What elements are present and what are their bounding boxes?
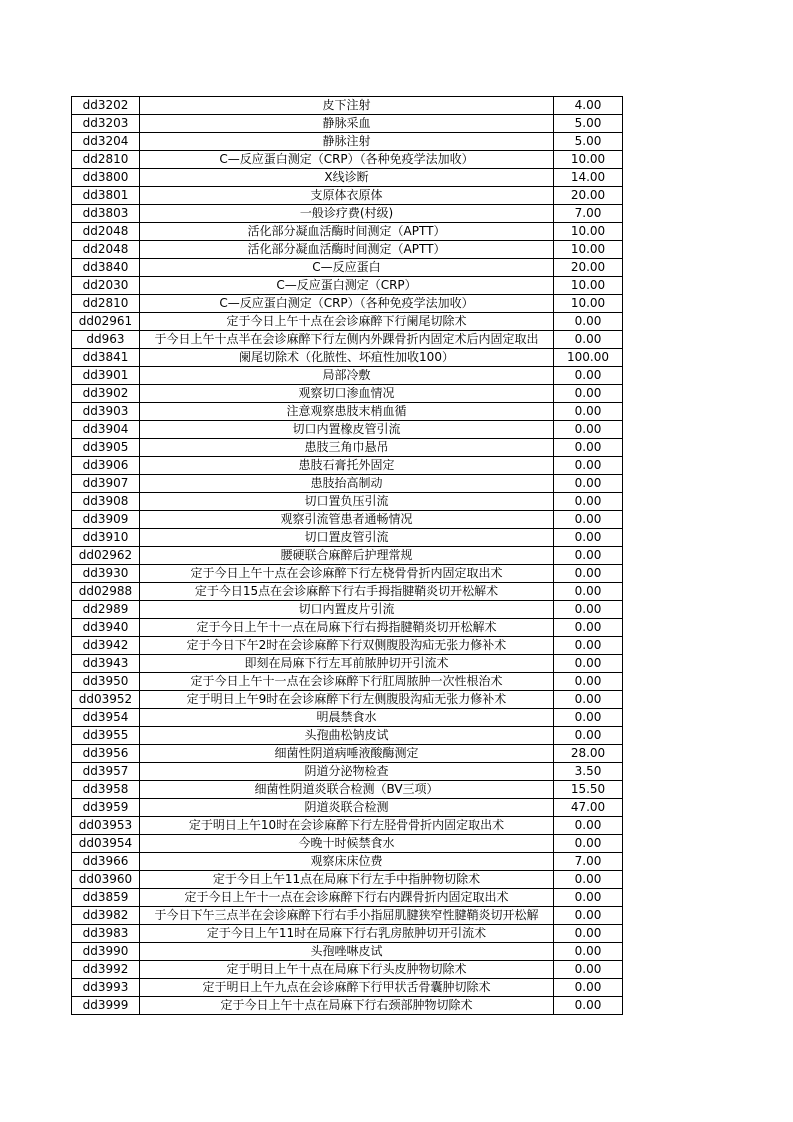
item-code-cell: dd3840 bbox=[72, 259, 140, 277]
item-code-cell: dd3930 bbox=[72, 565, 140, 583]
item-code-cell: dd03960 bbox=[72, 871, 140, 889]
item-name-cell: 定于明日上午九点在会诊麻醉下行甲状舌骨囊肿切除术 bbox=[140, 979, 554, 997]
item-price-cell: 0.00 bbox=[554, 331, 623, 349]
item-name-cell: 定于今日上午十点在会诊麻醉下行左桡骨骨折内固定取出术 bbox=[140, 565, 554, 583]
table-row bbox=[72, 403, 623, 421]
item-price-cell: 0.00 bbox=[554, 907, 623, 925]
item-name-cell: 静脉采血 bbox=[140, 115, 554, 133]
item-price-cell: 0.00 bbox=[554, 421, 623, 439]
table-row bbox=[72, 979, 623, 997]
item-name-cell: 头孢曲松钠皮试 bbox=[140, 727, 554, 745]
item-price-cell: 0.00 bbox=[554, 979, 623, 997]
item-price-cell: 0.00 bbox=[554, 655, 623, 673]
item-code-cell: dd3904 bbox=[72, 421, 140, 439]
table-row bbox=[72, 835, 623, 853]
item-name-cell: 定于今日上午11点在局麻下行左手中指肿物切除术 bbox=[140, 871, 554, 889]
table-row bbox=[72, 529, 623, 547]
item-code-cell: dd3950 bbox=[72, 673, 140, 691]
table-row bbox=[72, 709, 623, 727]
item-code-cell: dd3956 bbox=[72, 745, 140, 763]
item-name-cell: 患肢三角巾悬吊 bbox=[140, 439, 554, 457]
table-row bbox=[72, 727, 623, 745]
table-row bbox=[72, 295, 623, 313]
item-name-cell: 定于今日下午2时在会诊麻醉下行双侧腹股沟疝无张力修补术 bbox=[140, 637, 554, 655]
item-code-cell: dd3993 bbox=[72, 979, 140, 997]
item-name-cell: 支原体衣原体 bbox=[140, 187, 554, 205]
item-price-cell: 0.00 bbox=[554, 565, 623, 583]
item-code-cell: dd2989 bbox=[72, 601, 140, 619]
item-name-cell: 腰硬联合麻醉后护理常规 bbox=[140, 547, 554, 565]
item-price-cell: 0.00 bbox=[554, 529, 623, 547]
item-code-cell: dd2030 bbox=[72, 277, 140, 295]
table-row bbox=[72, 655, 623, 673]
item-name-cell: 切口置负压引流 bbox=[140, 493, 554, 511]
item-name-cell: 观察切口渗血情况 bbox=[140, 385, 554, 403]
item-price-cell: 10.00 bbox=[554, 277, 623, 295]
item-code-cell: dd3982 bbox=[72, 907, 140, 925]
item-name-cell: C—反应蛋白 bbox=[140, 259, 554, 277]
item-code-cell: dd3990 bbox=[72, 943, 140, 961]
item-name-cell: 细菌性阴道炎联合检测（BV三项） bbox=[140, 781, 554, 799]
item-code-cell: dd3955 bbox=[72, 727, 140, 745]
item-code-cell: dd3902 bbox=[72, 385, 140, 403]
item-price-cell: 0.00 bbox=[554, 943, 623, 961]
item-price-cell: 0.00 bbox=[554, 493, 623, 511]
item-price-cell: 7.00 bbox=[554, 205, 623, 223]
item-name-cell: 患肢石膏托外固定 bbox=[140, 457, 554, 475]
item-price-cell: 28.00 bbox=[554, 745, 623, 763]
item-name-cell: 定于明日上午十点在局麻下行头皮肿物切除术 bbox=[140, 961, 554, 979]
item-name-cell: 静脉注射 bbox=[140, 133, 554, 151]
table-row bbox=[72, 457, 623, 475]
table-row bbox=[72, 907, 623, 925]
item-price-cell: 0.00 bbox=[554, 547, 623, 565]
table-row bbox=[72, 115, 623, 133]
item-price-cell: 5.00 bbox=[554, 115, 623, 133]
table-row bbox=[72, 133, 623, 151]
item-code-cell: dd3903 bbox=[72, 403, 140, 421]
item-name-cell: 细菌性阴道病唾液酸酶测定 bbox=[140, 745, 554, 763]
item-name-cell: 局部冷敷 bbox=[140, 367, 554, 385]
table-row bbox=[72, 349, 623, 367]
item-price-cell: 3.50 bbox=[554, 763, 623, 781]
item-price-cell: 100.00 bbox=[554, 349, 623, 367]
item-code-cell: dd3954 bbox=[72, 709, 140, 727]
item-code-cell: dd3992 bbox=[72, 961, 140, 979]
item-code-cell: dd02961 bbox=[72, 313, 140, 331]
item-name-cell: 活化部分凝血活酶时间测定（APTT） bbox=[140, 241, 554, 259]
item-code-cell: dd3958 bbox=[72, 781, 140, 799]
item-name-cell: 切口内置皮片引流 bbox=[140, 601, 554, 619]
table-row bbox=[72, 565, 623, 583]
table-row bbox=[72, 493, 623, 511]
item-price-cell: 10.00 bbox=[554, 151, 623, 169]
item-name-cell: 阑尾切除术（化脓性、坏疽性加收100） bbox=[140, 349, 554, 367]
table-row bbox=[72, 241, 623, 259]
item-name-cell: 定于今日上午十一点在局麻下行右拇指腱鞘炎切开松解术 bbox=[140, 619, 554, 637]
item-code-cell: dd3908 bbox=[72, 493, 140, 511]
item-name-cell: 活化部分凝血活酶时间测定（APTT） bbox=[140, 223, 554, 241]
item-code-cell: dd3959 bbox=[72, 799, 140, 817]
item-price-cell: 47.00 bbox=[554, 799, 623, 817]
table-row bbox=[72, 187, 623, 205]
table-row bbox=[72, 223, 623, 241]
table-row bbox=[72, 637, 623, 655]
item-price-cell: 0.00 bbox=[554, 385, 623, 403]
table-row bbox=[72, 799, 623, 817]
item-code-cell: dd3910 bbox=[72, 529, 140, 547]
table-row bbox=[72, 889, 623, 907]
item-code-cell: dd3999 bbox=[72, 997, 140, 1015]
item-name-cell: 患肢抬高制动 bbox=[140, 475, 554, 493]
item-price-cell: 0.00 bbox=[554, 727, 623, 745]
item-name-cell: 观察引流管患者通畅情况 bbox=[140, 511, 554, 529]
item-code-cell: dd03952 bbox=[72, 691, 140, 709]
item-code-cell: dd3905 bbox=[72, 439, 140, 457]
table-row bbox=[72, 331, 623, 349]
table-row bbox=[72, 313, 623, 331]
table-row bbox=[72, 817, 623, 835]
item-price-cell: 0.00 bbox=[554, 673, 623, 691]
item-code-cell: dd3803 bbox=[72, 205, 140, 223]
item-price-cell: 20.00 bbox=[554, 187, 623, 205]
item-price-cell: 0.00 bbox=[554, 889, 623, 907]
item-name-cell: 即刻在局麻下行左耳前脓肿切开引流术 bbox=[140, 655, 554, 673]
item-code-cell: dd2048 bbox=[72, 241, 140, 259]
item-name-cell: 头孢唑啉皮试 bbox=[140, 943, 554, 961]
item-price-cell: 20.00 bbox=[554, 259, 623, 277]
item-name-cell: 注意观察患肢末梢血循 bbox=[140, 403, 554, 421]
table-row bbox=[72, 619, 623, 637]
table-row bbox=[72, 97, 623, 115]
item-name-cell: 明晨禁食水 bbox=[140, 709, 554, 727]
item-name-cell: 阴道炎联合检测 bbox=[140, 799, 554, 817]
item-price-cell: 0.00 bbox=[554, 313, 623, 331]
table-row bbox=[72, 205, 623, 223]
item-price-cell: 4.00 bbox=[554, 97, 623, 115]
table-row bbox=[72, 169, 623, 187]
table-row bbox=[72, 475, 623, 493]
item-price-cell: 0.00 bbox=[554, 835, 623, 853]
item-name-cell: 定于今日上午十点在会诊麻醉下行阑尾切除术 bbox=[140, 313, 554, 331]
item-price-cell: 14.00 bbox=[554, 169, 623, 187]
table-row bbox=[72, 745, 623, 763]
item-code-cell: dd2810 bbox=[72, 151, 140, 169]
item-name-cell: 于今日上午十点半在会诊麻醉下行左侧内外踝骨折内固定术后内固定取出 bbox=[140, 331, 554, 349]
item-price-cell: 0.00 bbox=[554, 475, 623, 493]
item-price-cell: 0.00 bbox=[554, 457, 623, 475]
table-row bbox=[72, 511, 623, 529]
fee-table bbox=[71, 96, 623, 1015]
item-name-cell: 观察床床位费 bbox=[140, 853, 554, 871]
item-name-cell: 皮下注射 bbox=[140, 97, 554, 115]
item-name-cell: C—反应蛋白测定（CRP）（各种免疫学法加收） bbox=[140, 151, 554, 169]
item-code-cell: dd3943 bbox=[72, 655, 140, 673]
table-row bbox=[72, 691, 623, 709]
fee-table-body bbox=[72, 97, 623, 1015]
item-price-cell: 10.00 bbox=[554, 223, 623, 241]
item-price-cell: 0.00 bbox=[554, 637, 623, 655]
item-code-cell: dd2048 bbox=[72, 223, 140, 241]
table-row bbox=[72, 601, 623, 619]
table-row bbox=[72, 583, 623, 601]
item-code-cell: dd02988 bbox=[72, 583, 140, 601]
item-price-cell: 0.00 bbox=[554, 619, 623, 637]
item-price-cell: 0.00 bbox=[554, 997, 623, 1015]
item-code-cell: dd3204 bbox=[72, 133, 140, 151]
item-name-cell: 定于今日上午11时在局麻下行右乳房脓肿切开引流术 bbox=[140, 925, 554, 943]
table-row bbox=[72, 151, 623, 169]
item-code-cell: dd3940 bbox=[72, 619, 140, 637]
table-row bbox=[72, 943, 623, 961]
item-code-cell: dd3203 bbox=[72, 115, 140, 133]
table-row bbox=[72, 781, 623, 799]
item-price-cell: 0.00 bbox=[554, 367, 623, 385]
table-row bbox=[72, 871, 623, 889]
item-code-cell: dd03953 bbox=[72, 817, 140, 835]
item-code-cell: dd3841 bbox=[72, 349, 140, 367]
item-name-cell: 定于今日上午十一点在会诊麻醉下行右内踝骨折内固定取出术 bbox=[140, 889, 554, 907]
item-code-cell: dd2810 bbox=[72, 295, 140, 313]
table-row bbox=[72, 277, 623, 295]
item-price-cell: 0.00 bbox=[554, 511, 623, 529]
item-name-cell: 切口置皮管引流 bbox=[140, 529, 554, 547]
item-code-cell: dd02962 bbox=[72, 547, 140, 565]
item-price-cell: 0.00 bbox=[554, 871, 623, 889]
item-name-cell: C—反应蛋白测定（CRP）（各种免疫学法加收） bbox=[140, 295, 554, 313]
table-row bbox=[72, 367, 623, 385]
item-price-cell: 0.00 bbox=[554, 709, 623, 727]
item-code-cell: dd3202 bbox=[72, 97, 140, 115]
item-name-cell: 今晚十时候禁食水 bbox=[140, 835, 554, 853]
item-code-cell: dd3966 bbox=[72, 853, 140, 871]
table-row bbox=[72, 385, 623, 403]
item-price-cell: 10.00 bbox=[554, 295, 623, 313]
item-name-cell: 定于明日上午9时在会诊麻醉下行左侧腹股沟疝无张力修补术 bbox=[140, 691, 554, 709]
item-price-cell: 15.50 bbox=[554, 781, 623, 799]
item-name-cell: X线诊断 bbox=[140, 169, 554, 187]
table-row bbox=[72, 997, 623, 1015]
item-code-cell: dd3909 bbox=[72, 511, 140, 529]
item-name-cell: 切口内置橡皮管引流 bbox=[140, 421, 554, 439]
item-name-cell: 定于今日上午十一点在会诊麻醉下行肛周脓肿一次性根治术 bbox=[140, 673, 554, 691]
item-code-cell: dd3801 bbox=[72, 187, 140, 205]
item-price-cell: 5.00 bbox=[554, 133, 623, 151]
item-code-cell: dd3907 bbox=[72, 475, 140, 493]
item-code-cell: dd3957 bbox=[72, 763, 140, 781]
item-price-cell: 0.00 bbox=[554, 961, 623, 979]
item-name-cell: C—反应蛋白测定（CRP） bbox=[140, 277, 554, 295]
item-code-cell: dd963 bbox=[72, 331, 140, 349]
table-row bbox=[72, 763, 623, 781]
item-price-cell: 0.00 bbox=[554, 439, 623, 457]
item-name-cell: 定于明日上午10时在会诊麻醉下行左胫骨骨折内固定取出术 bbox=[140, 817, 554, 835]
item-price-cell: 10.00 bbox=[554, 241, 623, 259]
item-price-cell: 0.00 bbox=[554, 817, 623, 835]
item-price-cell: 0.00 bbox=[554, 583, 623, 601]
item-code-cell: dd3901 bbox=[72, 367, 140, 385]
table-row bbox=[72, 925, 623, 943]
item-name-cell: 定于今日上午十点在局麻下行右颈部肿物切除术 bbox=[140, 997, 554, 1015]
table-row bbox=[72, 853, 623, 871]
item-code-cell: dd3859 bbox=[72, 889, 140, 907]
table-row bbox=[72, 421, 623, 439]
item-name-cell: 一般诊疗费(村级) bbox=[140, 205, 554, 223]
item-name-cell: 定于今日15点在会诊麻醉下行右手拇指腱鞘炎切开松解术 bbox=[140, 583, 554, 601]
item-price-cell: 0.00 bbox=[554, 691, 623, 709]
item-name-cell: 阴道分泌物检查 bbox=[140, 763, 554, 781]
table-row bbox=[72, 439, 623, 457]
item-code-cell: dd3942 bbox=[72, 637, 140, 655]
item-price-cell: 0.00 bbox=[554, 925, 623, 943]
table-row bbox=[72, 673, 623, 691]
table-row bbox=[72, 259, 623, 277]
item-price-cell: 0.00 bbox=[554, 403, 623, 421]
table-row bbox=[72, 961, 623, 979]
item-name-cell: 于今日下午三点半在会诊麻醉下行右手小指屈肌腱狭窄性腱鞘炎切开松解 bbox=[140, 907, 554, 925]
table-row bbox=[72, 547, 623, 565]
item-code-cell: dd3800 bbox=[72, 169, 140, 187]
item-code-cell: dd3906 bbox=[72, 457, 140, 475]
item-code-cell: dd3983 bbox=[72, 925, 140, 943]
item-code-cell: dd03954 bbox=[72, 835, 140, 853]
item-price-cell: 7.00 bbox=[554, 853, 623, 871]
item-price-cell: 0.00 bbox=[554, 601, 623, 619]
